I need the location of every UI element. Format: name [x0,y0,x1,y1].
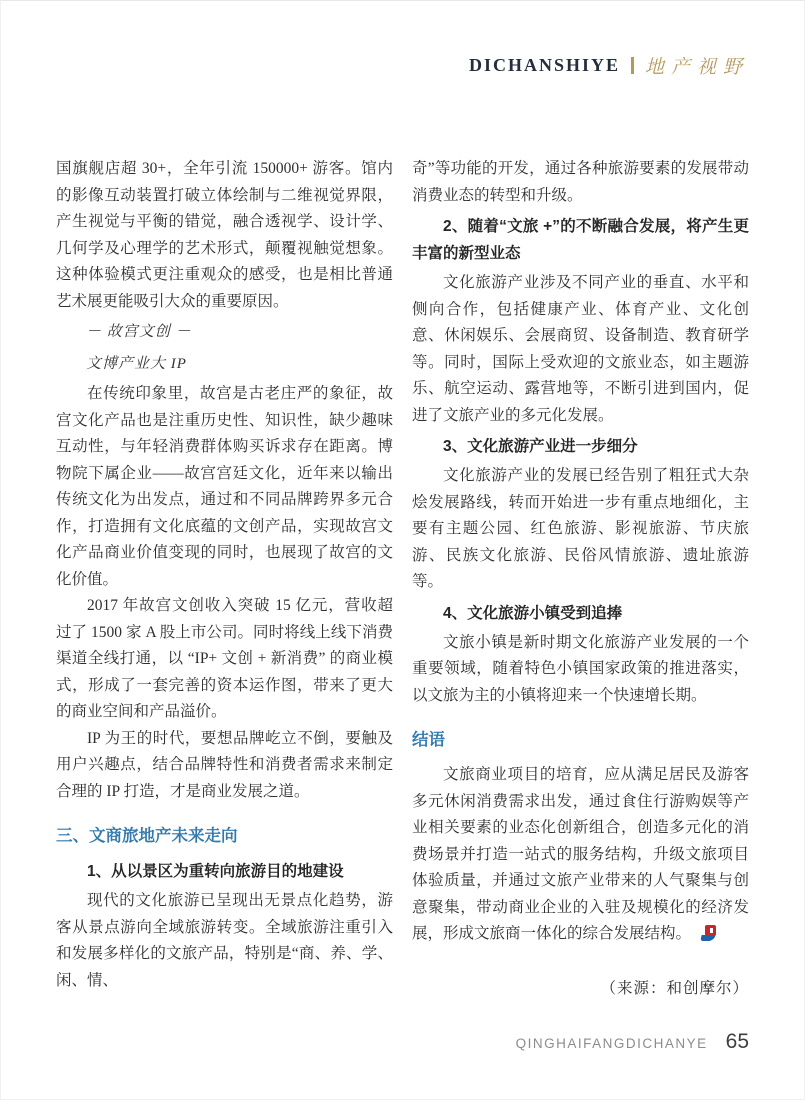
column-left [56,156,393,1002]
footer-journal-name: QINGHAIFANGDICHANYE [515,1036,708,1051]
section-title: 地产视野 [644,57,749,78]
paragraph: 国旗舰店超 30+，全年引流 150000+ 游客。馆内的影像互动装置打破立体绘制与二维视觉界限，产生视觉与平衡的错觉，融合透视学、设计学、几何学及心理学的艺术形式，颠覆视触觉想象。这种体验模式更注重观众的感受，也是相比普通艺术展更能吸引大众的重要原因。 [56,160,393,310]
kai-caption: 文博产业大 IP [86,356,187,372]
column-right [412,156,749,1002]
header-divider-bar [631,57,634,74]
page-footer [516,1030,749,1054]
end-mark-icon [701,925,717,941]
paragraph: 奇”等功能的开发，通过各种旅游要素的发展带动消费业态的转型和升级。 [412,160,749,204]
numbered-subheading: 4、文化旅游小镇受到追捧 [443,604,623,622]
paragraph: 2017 年故宫文创收入突破 15 亿元，营收超过了 1500 家 A 股上市公司。同时将线上线下消费渠道全线打通，以 “IP+ 文创 + 新消费” 的商业模式，形成了一套完善的资本运作图，带来了更大的商业空间和产品溢价。 [56,597,393,720]
section-heading: 三、文商旅地产未来走向 [56,827,238,845]
source-note: （来源：和创摩尔） [600,979,749,997]
paragraph: 文化旅游产业的发展已经告别了粗狂式大杂烩发展路线，转而开始进一步有重点地细化，主要有主题公园、红色旅游、影视旅游、节庆旅游、民族文化旅游、民俗风情旅游、遗址旅游等。 [412,467,749,590]
numbered-subheading: 1、从以景区为重转向旅游目的地建设 [87,863,344,880]
page-header [469,52,749,79]
paragraph: 文旅商业项目的培育，应从满足居民及游客多元休闲消费需求出发，通过食住行游购娱等产业相关要素的业态化创新组合，创造多元化的消费场景并打造一站式的服务结构，升级文旅项目体验质量，并通过文旅产业带来的人气聚集与创意聚集，带动商业企业的入驻及规模化的经济发展，形成文旅商一体化的综合发展结构。 [412,766,749,942]
article-body [56,156,749,1002]
paragraph: 文化旅游产业涉及不同产业的垂直、水平和侧向合作，包括健康产业、体育产业、文化创意、休闲娱乐、会展商贸、设备制造、教育研学等。同时，国际上受欢迎的文旅业态，如主题游乐、航空运动、露营地等，不断引进到国内，促进了文旅产业的多元化发展。 [412,274,749,424]
page-number: 65 [725,1030,749,1053]
kai-caption: － 故宫文创 － [86,324,192,340]
paragraph: 现代的文化旅游已呈现出无景点化趋势，游客从景点游向全域旅游转变。全域旅游注重引入和发展多样化的文旅产品，特别是“商、养、学、闲、情、 [56,892,393,989]
numbered-subheading: 2、随着“文旅 +”的不断融合发展，将产生更丰富的新型业态 [412,218,749,262]
paragraph: 文旅小镇是新时期文化旅游产业发展的一个重要领域，随着特色小镇国家政策的推进落实，以文旅为主的小镇将迎来一个快速增长期。 [412,633,749,704]
numbered-subheading: 3、文化旅游产业进一步细分 [443,438,638,455]
section-heading: 结语 [412,731,445,749]
paragraph: 在传统印象里，故宫是古老庄严的象征，故宫文化产品也是注重历史性、知识性，缺少趣味互动性，与年轻消费群体购买诉求存在距离。博物院下属企业——故宫宫廷文化，近年来以输出传统文化为出发点，通过和不同品牌跨界多元合作，打造拥有文化底蕴的文创产品，实现故宫文化产品商业价值变现的同时，也展现了故宫的文化价值。 [56,385,393,588]
paragraph: IP 为王的时代，要想品牌屹立不倒，要触及用户兴趣点，结合品牌特性和消费者需求来制定合理的 IP 打造，才是商业发展之道。 [56,729,393,800]
journal-code: DICHANSHIYE [468,55,620,75]
